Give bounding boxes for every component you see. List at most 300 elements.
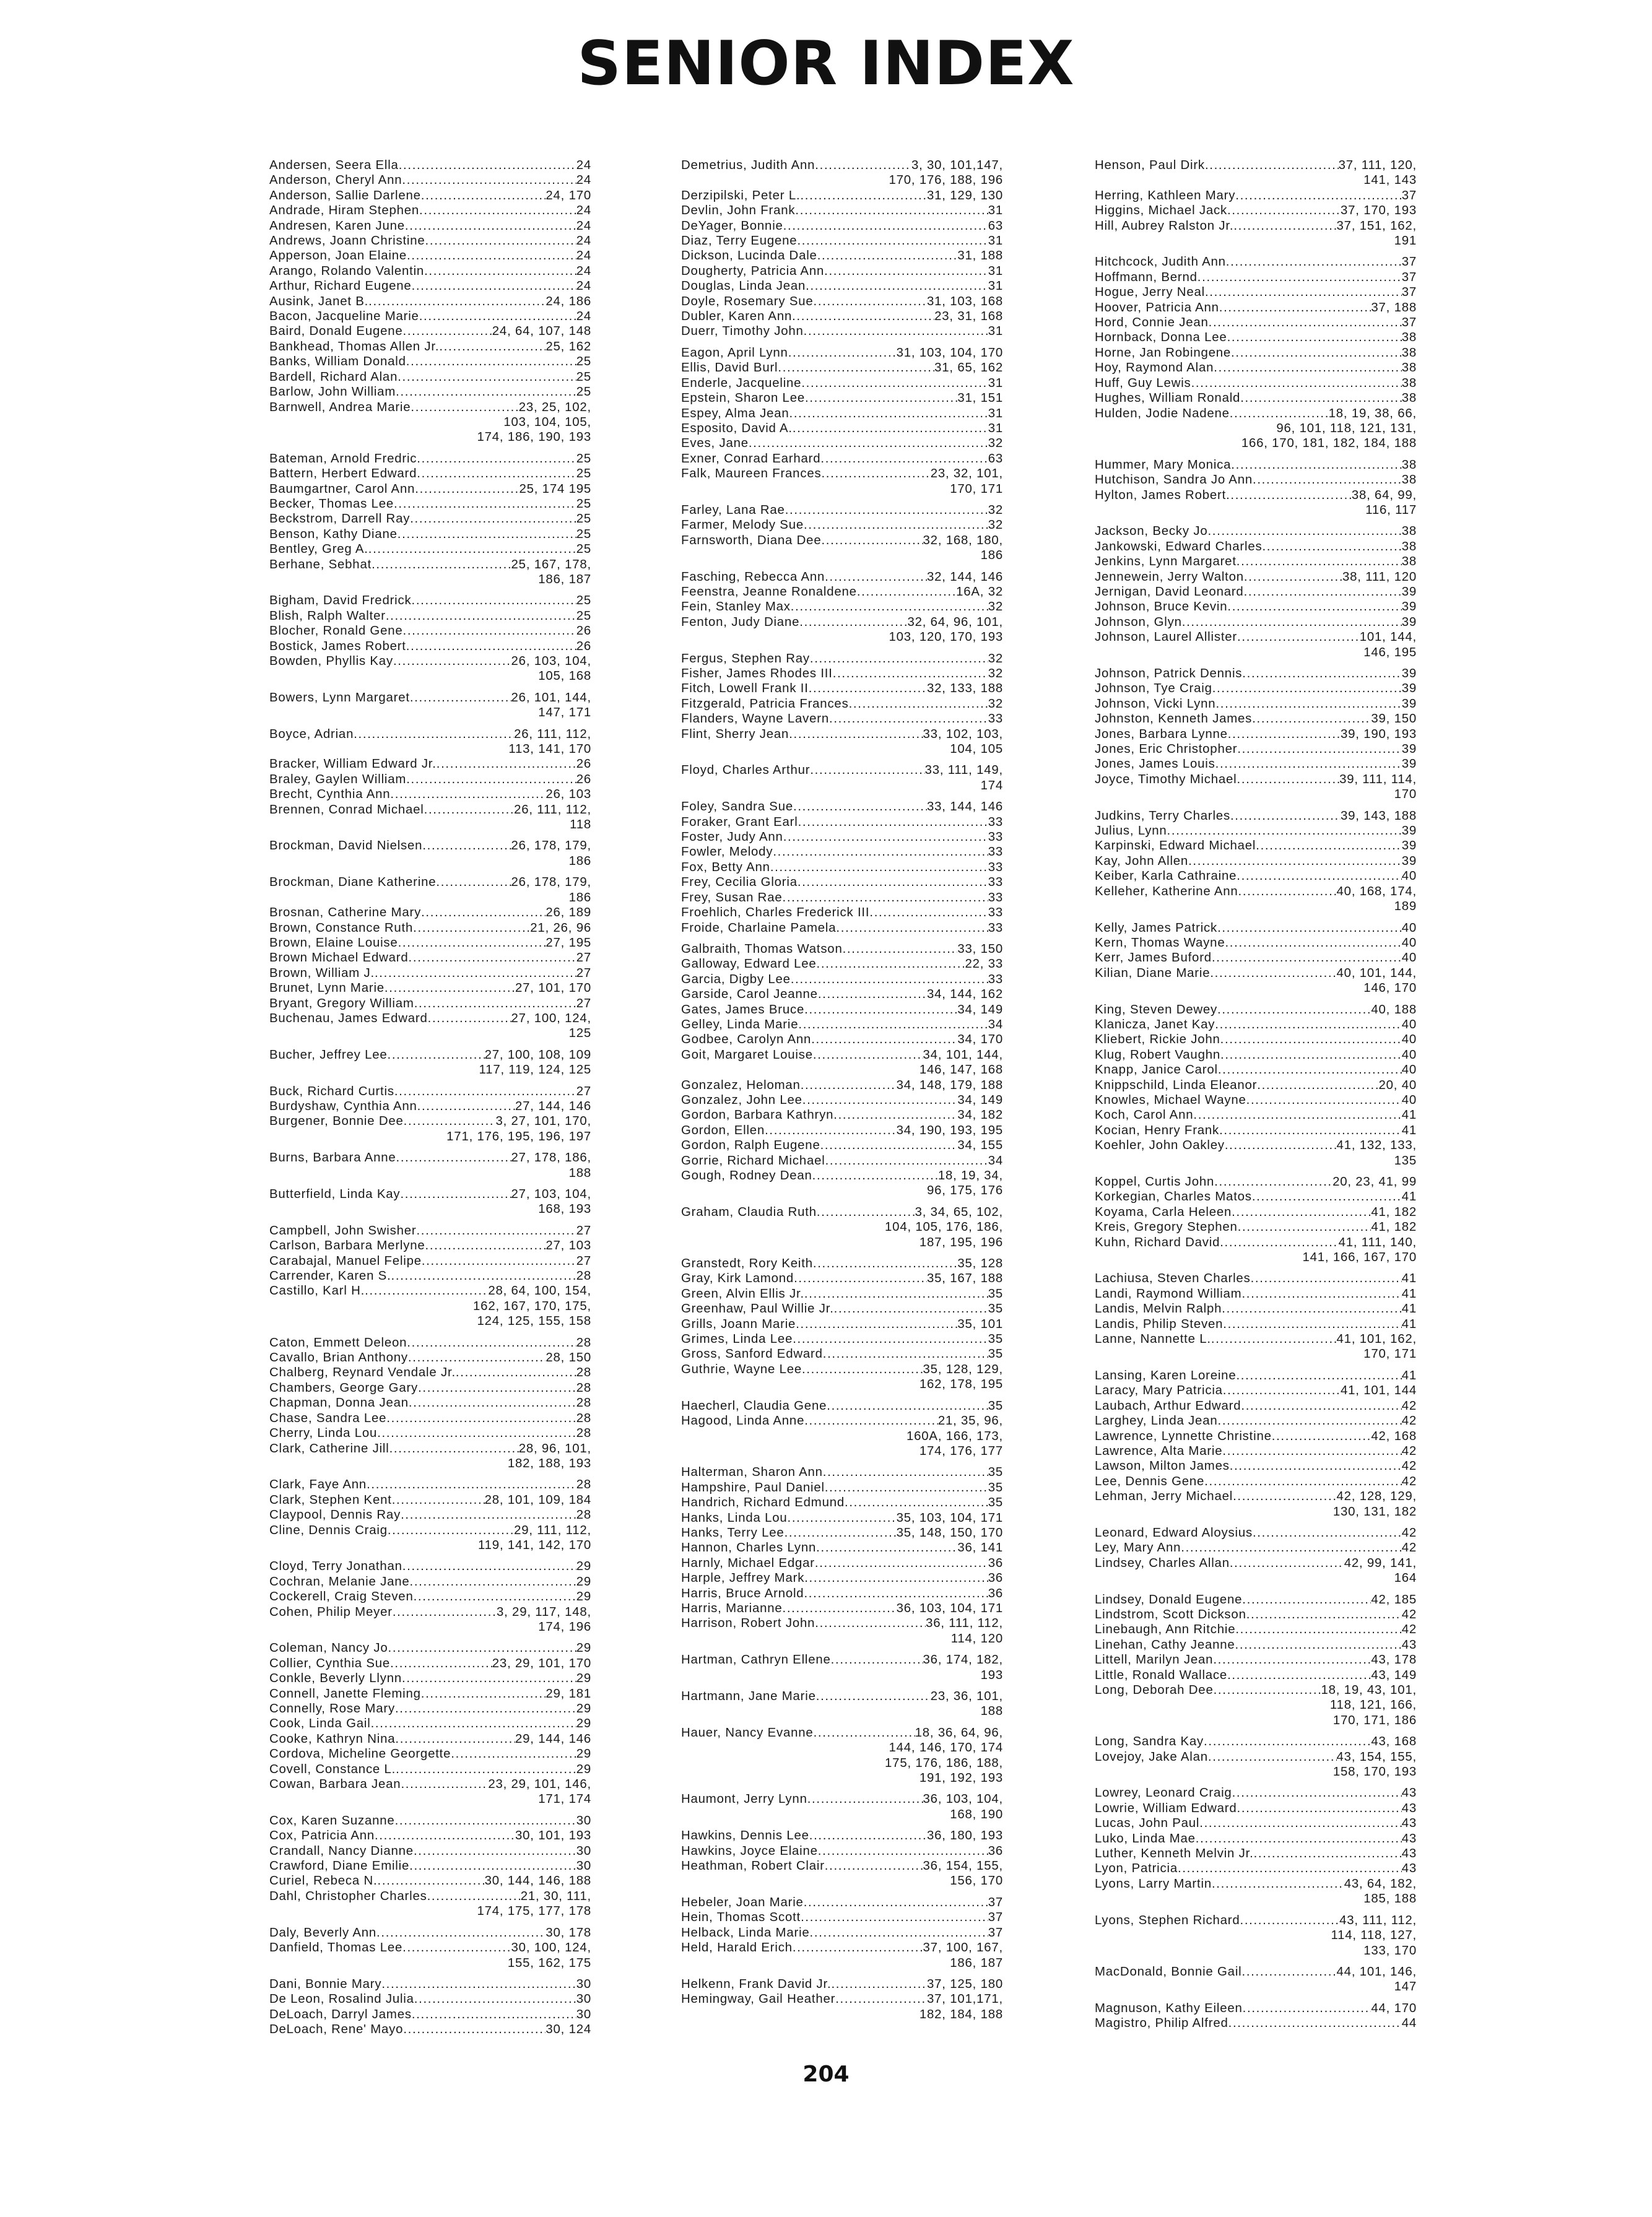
entry-pages: 29, 111, 112,: [514, 1523, 591, 1537]
dot-leader: [392, 1493, 485, 1508]
index-entry: [269, 1395, 591, 1410]
entry-name: Luko, Linda Mae: [1095, 1831, 1196, 1846]
entry-pages: 31: [988, 234, 1003, 248]
index-entry: [681, 391, 1003, 406]
index-entry: [681, 1168, 1003, 1199]
index-entry: [1095, 599, 1417, 614]
index-entry: [269, 1992, 591, 2007]
entry-pages: 43: [1401, 1786, 1417, 1800]
entry-pages: 35: [988, 1286, 1003, 1301]
entry-pages: 3, 29, 117, 148,: [496, 1605, 591, 1619]
dot-leader: [1212, 950, 1402, 965]
entry-name: Galloway, Edward Lee: [681, 957, 817, 971]
dot-leader: [451, 1746, 576, 1761]
dot-leader: [1235, 188, 1401, 203]
dot-leader: [1233, 1489, 1336, 1504]
dot-leader: [1246, 1607, 1402, 1622]
entry-pages: 37, 125, 180: [927, 1977, 1003, 1991]
entry-name: Buck, Richard Curtis: [269, 1084, 394, 1098]
entry-name: Lawrence, Lynnette Christine: [1095, 1429, 1272, 1443]
index-entry: [1095, 772, 1417, 802]
entry-pages: 24: [576, 204, 591, 218]
entry-name: Brockman, David Nielsen: [269, 839, 423, 853]
entry-name: Lawrence, Alta Marie: [1095, 1444, 1223, 1458]
dot-leader: [1242, 1592, 1371, 1607]
entry-name: Fenton, Judy Diane: [681, 615, 800, 629]
entry-name: Gonzalez, Heloman: [681, 1078, 801, 1092]
entry-pages: 23, 25, 102,: [518, 400, 591, 414]
entry-pages: 32: [988, 436, 1003, 451]
entry-pages: 40, 188: [1371, 1002, 1417, 1017]
index-entry: [1095, 1093, 1417, 1108]
entry-pages-continued: 170, 171, 186: [1332, 1713, 1417, 1727]
entry-name: Harris, Marianne: [681, 1601, 783, 1615]
entry-pages: 30, 178: [546, 1925, 591, 1940]
index-entry: [681, 345, 1003, 360]
entry-name: Chase, Sandra Lee: [269, 1411, 387, 1425]
index-entry: [269, 1523, 591, 1553]
entry-pages: 40, 101, 144,: [1336, 966, 1417, 980]
entry-pages: 31, 129, 130: [927, 188, 1003, 202]
index-entry: [269, 542, 591, 557]
index-entry: [681, 1271, 1003, 1286]
entry-pages: 33: [988, 815, 1003, 829]
entry-name: MacDonald, Bonnie Gail: [1095, 1964, 1242, 1979]
entry-pages: 33: [988, 921, 1003, 935]
entry-pages: 36, 180, 193: [927, 1829, 1003, 1843]
entry-pages: 29: [576, 1590, 591, 1604]
entry-pages: 29: [576, 1560, 591, 1574]
entry-name: Granstedt, Rory Keith: [681, 1257, 813, 1271]
dot-leader: [407, 1335, 576, 1350]
index-entry: [1095, 1205, 1417, 1220]
index-entry: [269, 451, 591, 466]
entry-pages: 37: [1401, 316, 1417, 330]
index-column-3: [1095, 158, 1417, 2031]
entry-name: Lucas, John Paul: [1095, 1816, 1200, 1831]
entry-pages-continued: 118, 121, 166,: [1329, 1698, 1417, 1712]
entry-pages: 24, 64, 107, 148: [492, 324, 591, 339]
entry-name: Bigham, David Fredrick: [269, 594, 412, 608]
entry-pages: 28, 96, 101,: [518, 1441, 591, 1456]
entry-name: Froehlich, Charles Frederick III: [681, 906, 870, 920]
index-entry: [681, 248, 1003, 263]
entry-pages: 38: [1401, 391, 1417, 406]
entry-name: Jones, James Louis: [1095, 757, 1215, 771]
index-entry: [1095, 950, 1417, 965]
index-entry: [681, 651, 1003, 666]
entry-pages: 39: [1401, 824, 1417, 838]
dot-leader: [421, 1686, 546, 1701]
dot-leader: [1241, 1399, 1401, 1413]
dot-leader: [804, 518, 988, 532]
index-entry: [681, 972, 1003, 987]
index-entry: [681, 1286, 1003, 1301]
entry-pages: 26: [576, 757, 591, 771]
index-entry: [1095, 935, 1417, 950]
entry-name: Benson, Kathy Diane: [269, 527, 398, 541]
dot-leader: [809, 681, 927, 696]
entry-pages: 32: [988, 600, 1003, 614]
entry-pages: 41: [1401, 1302, 1417, 1316]
dot-leader: [811, 1032, 957, 1047]
dot-leader: [390, 787, 546, 802]
entry-pages: 30, 144, 146, 188: [484, 1874, 591, 1888]
index-entry: [269, 1940, 591, 1971]
entry-pages: 30: [576, 1813, 591, 1828]
index-entry: [269, 294, 591, 309]
entry-pages: 32: [988, 503, 1003, 517]
entry-name: Bateman, Arnold Fredric: [269, 451, 417, 466]
index-entry: [1095, 1525, 1417, 1540]
index-entry: [681, 1205, 1003, 1250]
index-entry: [681, 1032, 1003, 1047]
entry-pages: 28: [576, 1411, 591, 1425]
entry-name: Baumgartner, Carol Ann: [269, 482, 415, 496]
entry-pages: 41, 101, 144: [1341, 1384, 1417, 1398]
entry-name: Foster, Judy Ann: [681, 830, 783, 844]
index-entry: [269, 757, 591, 771]
entry-name: Fox, Betty Ann: [681, 860, 770, 874]
index-entry: [269, 1859, 591, 1873]
dot-leader: [1252, 1189, 1402, 1204]
dot-leader: [799, 615, 907, 630]
entry-pages: 26: [576, 639, 591, 653]
entry-pages: 28: [576, 1396, 591, 1410]
index-entry: [681, 1495, 1003, 1510]
index-entry: [1095, 1368, 1417, 1383]
dot-leader: [821, 466, 930, 481]
entry-pages: 38: [1401, 331, 1417, 345]
dot-leader: [1257, 1078, 1378, 1093]
entry-pages-continued: 174, 176, 177: [919, 1444, 1003, 1458]
dot-leader: [833, 666, 988, 681]
entry-name: Kelleher, Katherine Ann: [1095, 884, 1238, 898]
entry-pages: 28: [576, 1508, 591, 1522]
dot-leader: [406, 354, 576, 369]
entry-pages-continued: 119, 141, 142, 170: [478, 1538, 591, 1552]
index-entry: [269, 966, 591, 981]
entry-pages: 29: [576, 1747, 591, 1761]
index-entry: [681, 1977, 1003, 1992]
dot-leader: [857, 584, 956, 599]
index-entry: [1095, 966, 1417, 996]
entry-name: Fisher, James Rhodes III: [681, 667, 833, 680]
entry-pages: 32: [988, 667, 1003, 680]
index-entry: [681, 1601, 1003, 1616]
entry-name: Jenkins, Lynn Margaret: [1095, 555, 1237, 569]
entry-pages: 42, 128, 129,: [1336, 1490, 1417, 1504]
entry-pages-continued: 104, 105, 176, 186,: [885, 1220, 1003, 1234]
index-entry: [681, 1108, 1003, 1122]
entry-name: Julius, Lynn: [1095, 824, 1167, 838]
dot-leader: [793, 1332, 988, 1347]
dot-leader: [1215, 757, 1402, 771]
entry-pages-continued: 103, 104, 105,: [503, 415, 591, 429]
entry-pages: 42: [1401, 1525, 1417, 1540]
index-entry: [269, 1335, 591, 1350]
index-entry: [1095, 757, 1417, 771]
entry-pages: 30, 124: [546, 2023, 591, 2037]
entry-name: Guthrie, Wayne Lee: [681, 1362, 802, 1376]
dot-leader: [805, 391, 957, 406]
index-entry: [681, 1828, 1003, 1843]
entry-name: Bentley, Greg A.: [269, 542, 368, 557]
index-entry: [269, 905, 591, 920]
entry-pages: 41: [1401, 1190, 1417, 1204]
index-entry: [269, 1350, 591, 1365]
entry-pages-continued: 146, 147, 168: [919, 1063, 1003, 1077]
index-entry: [269, 309, 591, 324]
dot-leader: [1231, 458, 1401, 472]
entry-pages: 36, 141: [957, 1541, 1003, 1555]
entry-name: Farley, Lana Rae: [681, 503, 785, 517]
dot-leader: [375, 966, 576, 981]
index-entry: [269, 1574, 591, 1589]
dot-leader: [1237, 869, 1401, 883]
dot-leader: [425, 233, 576, 248]
entry-pages: 27, 144, 146: [515, 1099, 591, 1113]
entry-pages: 33, 150: [957, 942, 1003, 956]
dot-leader: [402, 1559, 576, 1574]
index-entry: [681, 158, 1003, 188]
entry-pages: 34: [988, 1017, 1003, 1031]
dot-leader: [1236, 1368, 1401, 1383]
entry-name: Fasching, Rebecca Ann: [681, 570, 825, 584]
entry-pages-continued: 144, 146, 170, 174: [889, 1741, 1003, 1755]
index-entry: [1095, 1861, 1417, 1876]
index-entry: [1095, 300, 1417, 315]
entry-name: Hein, Thomas Scott: [681, 1911, 801, 1925]
entry-name: Hoffmann, Bernd: [1095, 270, 1198, 284]
entry-name: Lindsey, Donald Eugene: [1095, 1592, 1243, 1607]
entry-pages: 29, 181: [546, 1686, 591, 1701]
entry-name: Enderle, Jacqueline: [681, 376, 802, 390]
entry-name: Kreis, Gregory Stephen: [1095, 1220, 1238, 1234]
index-entry: [1095, 1846, 1417, 1861]
index-entry: [269, 921, 591, 935]
entry-pages: 42, 99, 141,: [1344, 1556, 1417, 1570]
dot-leader: [428, 1011, 511, 1026]
index-entry: [681, 1317, 1003, 1332]
entry-name: Buchenau, James Edward: [269, 1011, 428, 1025]
index-entry: [1095, 330, 1417, 345]
entry-pages: 38: [1401, 376, 1417, 390]
dot-leader: [403, 623, 576, 638]
index-entry: [681, 1992, 1003, 2022]
entry-pages-continued: 124, 125, 155, 158: [477, 1314, 591, 1329]
index-entry: [1095, 1444, 1417, 1459]
entry-pages: 43, 154, 155,: [1336, 1750, 1417, 1764]
index-entry: [681, 1925, 1003, 1940]
entry-pages: 41, 132, 133,: [1336, 1139, 1417, 1153]
entry-name: Anderson, Sallie Darlene: [269, 188, 421, 202]
dot-leader: [785, 503, 988, 518]
index-entry: [269, 1426, 591, 1441]
index-entry: [681, 1511, 1003, 1525]
entry-pages: 39, 150: [1371, 712, 1417, 726]
index-entry: [681, 436, 1003, 451]
entry-pages: 38: [1401, 361, 1417, 375]
entry-pages: 43, 178: [1371, 1653, 1417, 1667]
index-entry: [681, 815, 1003, 830]
dot-leader: [436, 875, 511, 890]
entry-name: Collier, Cynthia Sue: [269, 1656, 391, 1670]
index-entry: [681, 294, 1003, 309]
dot-leader: [792, 309, 934, 324]
entry-pages: 32, 144, 146: [927, 570, 1003, 584]
dot-leader: [394, 1084, 576, 1099]
index-entry: [681, 1399, 1003, 1413]
dot-leader: [1220, 1235, 1338, 1250]
entry-pages: 21, 30, 111,: [520, 1889, 591, 1903]
dot-leader: [412, 2007, 576, 2022]
dot-leader: [814, 1725, 915, 1740]
entry-pages: 25: [576, 542, 591, 557]
index-column-2: [681, 158, 1003, 2022]
entry-pages: 36, 103, 104,: [923, 1792, 1003, 1807]
index-entry: [1095, 869, 1417, 883]
entry-pages: 38: [1401, 539, 1417, 553]
entry-pages: 24: [576, 173, 591, 188]
dot-leader: [1272, 1429, 1372, 1444]
dot-leader: [1237, 1801, 1402, 1816]
index-entry: [269, 400, 591, 445]
entry-name: Johnson, Laurel Allister: [1095, 630, 1238, 644]
entry-pages: 30: [576, 1844, 591, 1858]
entry-name: Dahl, Christopher Charles: [269, 1889, 427, 1903]
index-entry: [269, 981, 591, 996]
entry-pages: 36: [988, 1571, 1003, 1586]
entry-name: Graham, Claudia Ruth: [681, 1205, 817, 1219]
index-entry: [269, 1813, 591, 1828]
index-entry: [681, 1586, 1003, 1601]
entry-name: Godbee, Carolyn Ann: [681, 1033, 812, 1047]
index-entry: [1095, 1413, 1417, 1428]
index-entry: [1095, 1750, 1417, 1780]
dot-leader: [407, 248, 576, 263]
entry-pages: 29: [576, 1762, 591, 1776]
dot-leader: [1237, 554, 1402, 569]
entry-name: Kliebert, Rickie John: [1095, 1033, 1220, 1047]
entry-name: Landis, Philip Steven: [1095, 1317, 1224, 1331]
dot-leader: [424, 802, 514, 817]
dot-leader: [835, 1992, 927, 2007]
entry-name: Becker, Thomas Lee: [269, 497, 394, 511]
entry-pages-continued: 96, 175, 176: [927, 1184, 1003, 1198]
index-entry: [269, 1716, 591, 1731]
entry-pages: 27, 195: [546, 935, 591, 950]
entry-pages: 29: [576, 1641, 591, 1655]
index-entry: [681, 681, 1003, 696]
entry-pages: 42: [1401, 1474, 1417, 1488]
entry-pages-continued: 191: [1394, 234, 1417, 248]
index-entry: [269, 1701, 591, 1716]
index-entry: [1095, 1785, 1417, 1800]
dot-leader: [795, 203, 988, 218]
dot-leader: [831, 1977, 927, 1992]
index-entry: [681, 533, 1003, 563]
entry-pages-continued: 189: [1394, 900, 1417, 914]
dot-leader: [785, 1525, 897, 1540]
entry-pages-continued: 174, 196: [538, 1620, 591, 1634]
dot-leader: [1237, 772, 1340, 787]
dot-leader: [749, 436, 988, 451]
index-entry: [269, 1559, 591, 1574]
entry-pages: 35: [988, 1465, 1003, 1480]
dot-leader: [1227, 599, 1401, 614]
index-entry: [1095, 539, 1417, 554]
index-entry: [681, 844, 1003, 859]
entry-pages: 25: [576, 355, 591, 369]
dot-leader: [414, 1992, 576, 2007]
entry-name: Cordova, Micheline Georgette: [269, 1747, 451, 1761]
entry-pages: 37, 100, 167,: [923, 1941, 1003, 1955]
entry-pages: 40: [1401, 1017, 1417, 1031]
dot-leader: [1256, 838, 1401, 853]
dot-leader: [1228, 2016, 1402, 2031]
entry-name: Battern, Herbert Edward: [269, 467, 417, 481]
index-entry: [269, 935, 591, 950]
index-entry: [681, 219, 1003, 233]
dot-leader: [791, 972, 988, 987]
index-entry: [1095, 472, 1417, 487]
entry-name: Brecht, Cynthia Ann: [269, 787, 391, 802]
entry-pages: 38: [1401, 524, 1417, 539]
entry-pages: 36: [988, 1586, 1003, 1600]
dot-leader: [391, 1269, 576, 1283]
entry-name: Knowles, Michael Wayne: [1095, 1093, 1246, 1107]
entry-name: Koehler, John Oakley: [1095, 1139, 1225, 1153]
dot-leader: [1227, 330, 1402, 345]
entry-pages: 28, 101, 109, 184: [484, 1493, 591, 1507]
dot-leader: [1238, 1220, 1372, 1234]
index-entry: [269, 787, 591, 802]
entry-pages: 39: [1401, 584, 1417, 599]
dot-leader: [1235, 1638, 1402, 1652]
entry-name: Falk, Maureen Frances: [681, 467, 822, 481]
entry-name: Cohen, Philip Meyer: [269, 1605, 393, 1619]
entry-pages: 42: [1401, 1541, 1417, 1555]
index-entry: [681, 1895, 1003, 1910]
index-entry: [1095, 615, 1417, 630]
entry-pages: 33: [988, 712, 1003, 726]
index-entry: [1095, 838, 1417, 853]
entry-name: Covell, Constance L.: [269, 1762, 396, 1776]
index-entry: [269, 2022, 591, 2037]
dot-leader: [817, 1205, 915, 1220]
index-entry: [1095, 285, 1417, 300]
dot-leader: [1243, 2001, 1372, 2016]
index-entry: [1095, 345, 1417, 360]
index-entry: [269, 370, 591, 384]
entry-name: DeYager, Bonnie: [681, 219, 783, 233]
entry-pages: 28: [576, 1381, 591, 1395]
index-entry: [681, 1725, 1003, 1786]
index-entry: [1095, 854, 1417, 869]
index-entry: [1095, 1189, 1417, 1204]
index-entry: [681, 1017, 1003, 1032]
dot-leader: [408, 1350, 546, 1365]
entry-pages: 41: [1401, 1286, 1417, 1301]
entry-name: Castillo, Karl H.: [269, 1284, 365, 1298]
dot-leader: [398, 527, 576, 542]
dot-leader: [815, 1616, 926, 1631]
dot-leader: [409, 950, 576, 965]
dot-leader: [1252, 711, 1371, 726]
entry-name: Johnson, Vicki Lynn: [1095, 696, 1216, 711]
entry-pages: 43, 168: [1371, 1735, 1417, 1749]
